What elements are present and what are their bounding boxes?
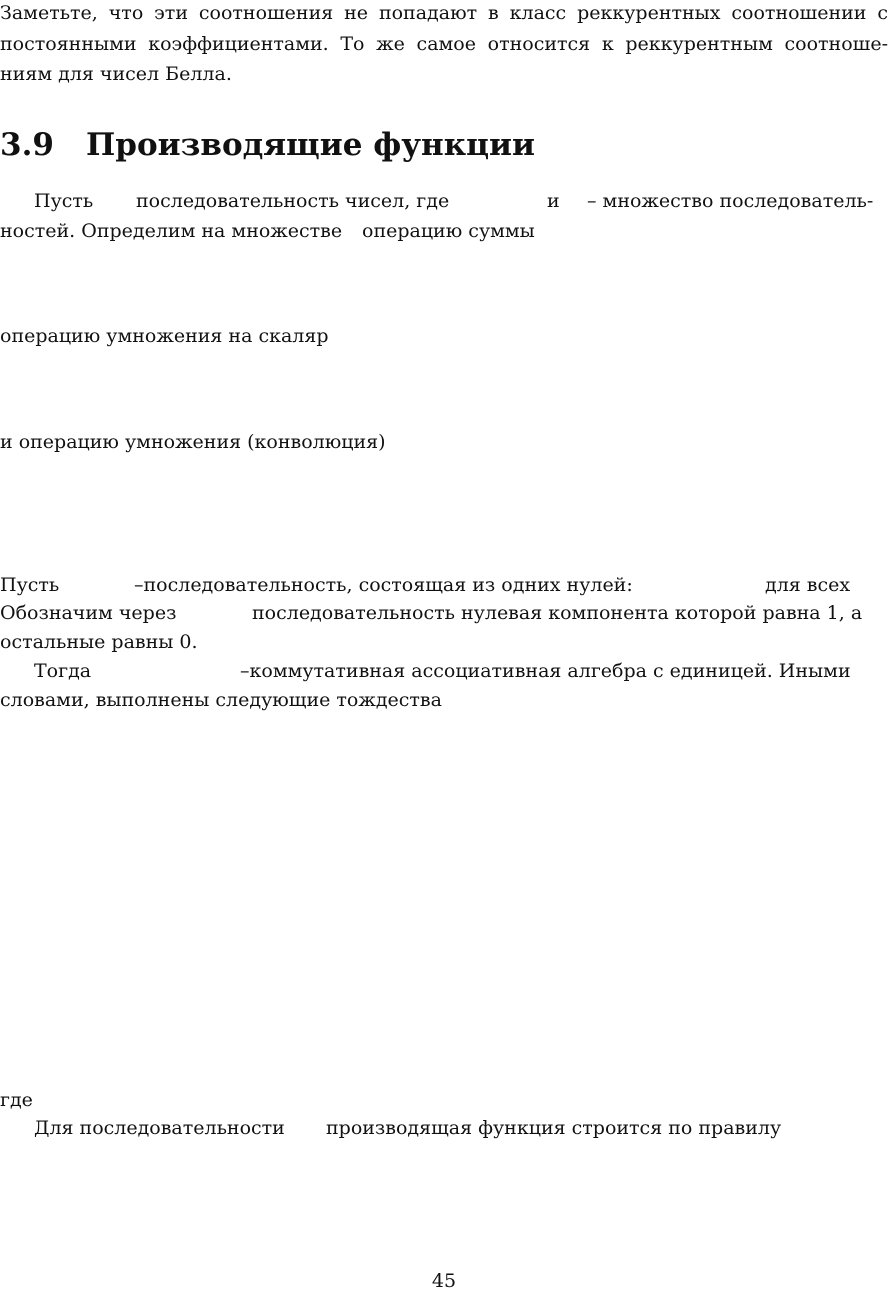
- para3-line-2: словами, выполнены следующие тождества: [0, 689, 442, 711]
- intro-line-1: Заметьте, что эти соотношения не попадают в класс реккурентных соотношении с: [0, 2, 888, 24]
- para1-word-4: – множество последователь-: [587, 190, 874, 212]
- para3-line-1b: –коммутативная ассоциативная алгебра с единицей. Иными: [240, 660, 851, 682]
- genfunc-text-a: Для последовательности: [34, 1117, 285, 1139]
- section-number: 3.9: [0, 127, 54, 163]
- para2-line-2a: Обозначим через: [0, 602, 177, 624]
- intro-line-3: ниям для чисел Белла.: [0, 63, 232, 85]
- scalar-text: операцию умножения на скаляр: [0, 325, 329, 347]
- where-text: где: [0, 1089, 33, 1111]
- page-number: 45: [431, 1270, 457, 1292]
- convolution-text: и операцию умножения (конволюция): [0, 431, 386, 453]
- intro-line-2: постоянными коэффициентами. То же самое относится к реккурентным соотноше-: [0, 33, 888, 55]
- section-heading: [0, 126, 535, 164]
- para1-line-2a: ностей. Определим на множестве: [0, 220, 343, 242]
- para2-line-1b: –последовательность, состоящая из одних нулей:: [134, 574, 633, 596]
- para2-line-1a: Пусть: [0, 574, 60, 596]
- para1-word-2: последовательность чисел, где: [136, 190, 450, 212]
- para1-word-3: и: [547, 190, 560, 212]
- para2-line-3: остальные равны 0.: [0, 631, 198, 653]
- genfunc-text-b: производящая функция строится по правилу: [326, 1117, 782, 1139]
- para2-line-2b: последовательность нулевая компонента которой равна 1, а: [252, 602, 863, 624]
- section-title: Производящие функции: [86, 127, 536, 163]
- para2-line-1c: для всех: [765, 574, 851, 596]
- para3-line-1a: Тогда: [34, 660, 92, 682]
- para1-line-2b: операцию суммы: [362, 220, 535, 242]
- para1-word-1: Пусть: [34, 190, 94, 212]
